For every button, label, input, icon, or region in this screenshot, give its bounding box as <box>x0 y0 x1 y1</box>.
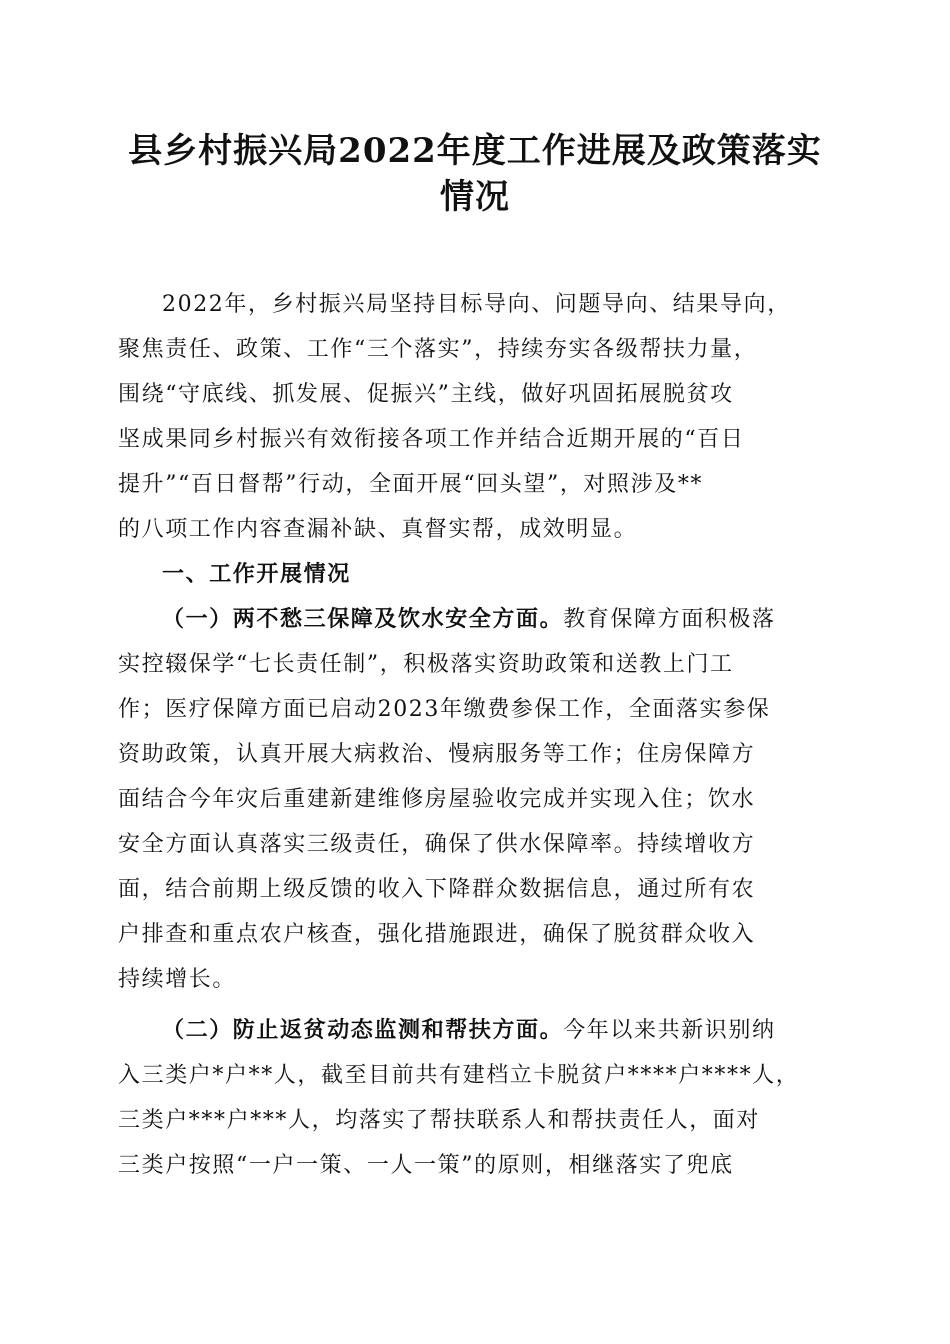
item-2-paragraph <box>118 1008 832 1188</box>
intro-line: 提升”“百日督帮”行动，全面开展“回头望”，对照涉及** <box>118 472 704 497</box>
intro-line: 的八项工作内容查漏补缺、真督实帮，成效明显。 <box>118 517 638 542</box>
item-1-line: 安全方面认真落实三级责任，确保了供水保障率。持续增收方 <box>118 832 756 857</box>
document-page <box>118 128 832 1188</box>
intro-line: 围绕“守底线、抓发展、促振兴”主线，做好巩固拓展脱贫攻 <box>118 382 734 407</box>
item-1-first-rest: 教育保障方面积极落 <box>563 607 776 632</box>
document-title <box>118 128 832 220</box>
item-1-paragraph <box>118 597 832 1002</box>
intro-paragraph <box>118 282 832 552</box>
item-1-lead: （一）两不愁三保障及饮水安全方面。 <box>162 607 564 632</box>
item-2-first-line <box>118 1008 832 1053</box>
item-2-line: 三类户按照“一户一策、一人一策”的原则，相继落实了兜底 <box>118 1153 734 1178</box>
title-line-1: 县乡村振兴局2022年度工作进展及政策落实 <box>128 131 822 171</box>
intro-line: 聚焦责任、政策、工作“三个落实”，持续夯实各级帮扶力量， <box>118 337 758 362</box>
item-1-line: 实控辍保学“七长责任制”，积极落实资助政策和送教上门工 <box>118 652 734 677</box>
intro-line: 2022年，乡村振兴局坚持目标导向、问题导向、结果导向， <box>162 292 791 317</box>
item-1-line: 作；医疗保障方面已启动2023年缴费参保工作，全面落实参保 <box>118 697 771 722</box>
item-1-line: 面，结合前期上级反馈的收入下降群众数据信息，通过所有农 <box>118 877 756 902</box>
item-2-first-rest: 今年以来共新识别纳 <box>563 1018 776 1043</box>
item-1-line: 持续增长。 <box>118 967 237 992</box>
item-1-line: 户排查和重点农户核查，强化措施跟进，确保了脱贫群众收入 <box>118 922 756 947</box>
item-2-lead: （二）防止返贫动态监测和帮扶方面。 <box>162 1018 564 1043</box>
item-1-line: 资助政策，认真开展大病救治、慢病服务等工作；住房保障方 <box>118 742 756 767</box>
intro-line: 坚成果同乡村振兴有效衔接各项工作并结合近期开展的“百日 <box>118 427 745 452</box>
section-heading: 一、工作开展情况 <box>162 562 351 587</box>
title-line-2: 情况 <box>440 177 510 217</box>
item-2-line: 入三类户*户**人，截至目前共有建档立卡脱贫户****户****人， <box>118 1063 800 1088</box>
item-1-first-line <box>118 597 832 642</box>
document-body <box>118 282 832 1188</box>
item-2-line: 三类户***户***人，均落实了帮扶联系人和帮扶责任人，面对 <box>118 1108 761 1133</box>
item-1-line: 面结合今年灾后重建新建维修房屋验收完成并实现入住；饮水 <box>118 787 756 812</box>
